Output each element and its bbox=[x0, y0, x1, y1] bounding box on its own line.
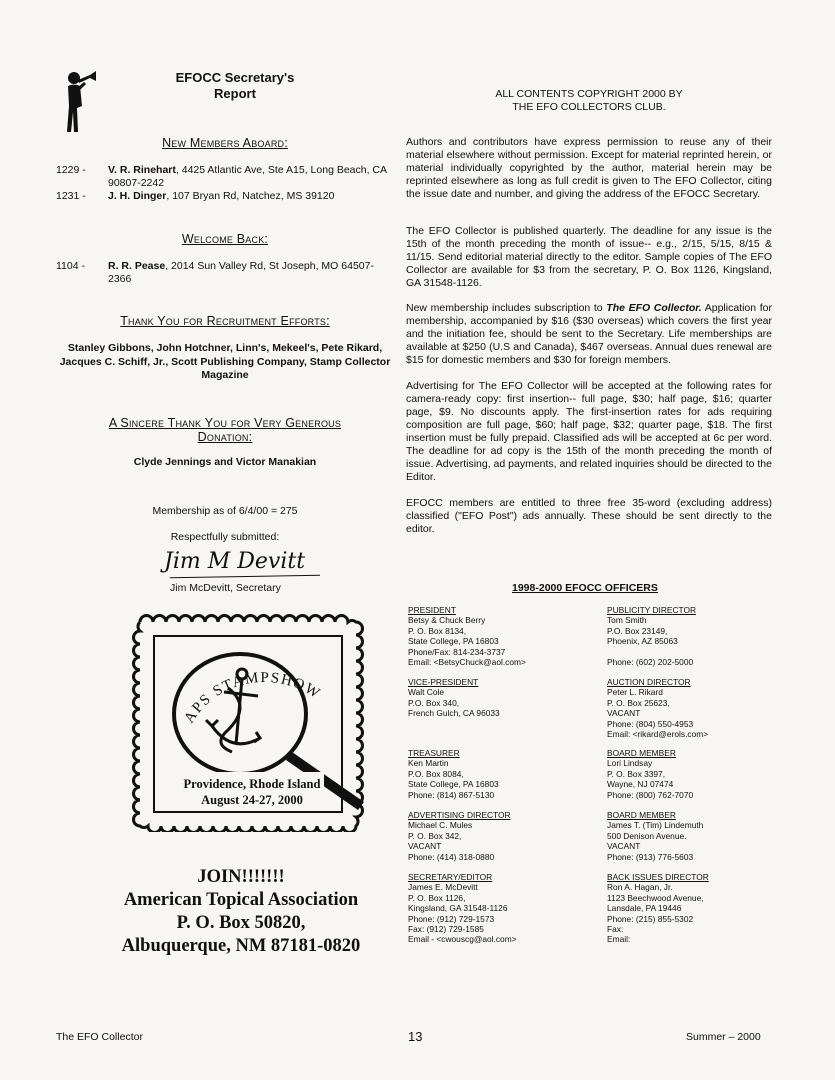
secretary-name: Jim McDevitt, Secretary bbox=[170, 582, 281, 594]
footer-page-number: 13 bbox=[408, 1029, 423, 1044]
officer-line: Kingsland, GA 31548-1126 bbox=[408, 903, 508, 914]
officer-line: Fax: bbox=[607, 924, 624, 935]
officer-line: VACANT bbox=[408, 841, 442, 852]
officer-line: P. O. Box 342, bbox=[408, 830, 462, 841]
member-address: , 2014 Sun Valley Rd, St Joseph, MO 64507-2366 bbox=[108, 260, 374, 285]
officer-line: P. O. Box 25623, bbox=[607, 697, 670, 708]
signature: Jim M Devitt bbox=[164, 549, 306, 574]
member-name: V. R. Rinehart bbox=[108, 164, 176, 176]
officer-role: VICE-PRESIDENT bbox=[408, 677, 479, 687]
title-line-2: Report bbox=[214, 86, 256, 101]
membership-text-title: The EFO Collector. bbox=[606, 302, 702, 314]
title-line-1: EFOCC Secretary's bbox=[175, 70, 295, 85]
officer-line: Tom Smith bbox=[607, 615, 647, 626]
member-entry bbox=[56, 260, 394, 286]
officer-block bbox=[607, 605, 787, 667]
officer-line: Phone: (804) 550-4953 bbox=[607, 718, 694, 729]
officer-line: Phone: (602) 202-5000 bbox=[607, 657, 694, 668]
officer-line: Fax: (912) 729-1585 bbox=[408, 924, 484, 935]
stampshow-arc-text: APS STAMPSHOW bbox=[181, 669, 324, 727]
officer-line: Email - <cwouscg@aol.com> bbox=[408, 934, 517, 945]
officer-line: 500 Denison Avenue. bbox=[607, 830, 687, 841]
officer-block bbox=[408, 605, 588, 667]
officer-line: P.O. Box 8084, bbox=[408, 768, 464, 779]
officer-line: Lansdale, PA 19446 bbox=[607, 903, 682, 914]
officer-line: 1123 Beechwood Avenue, bbox=[607, 892, 704, 903]
copyright-notice bbox=[406, 88, 772, 114]
secretary-report-title bbox=[150, 70, 320, 102]
officer-role: SECRETARY/EDITOR bbox=[408, 872, 493, 882]
recruitment-section bbox=[56, 314, 394, 383]
join-line: JOIN!!!!!!! bbox=[197, 867, 285, 887]
advertising-paragraph: Advertising for The EFO Collector will be accepted at the following rates for camera-ready copy: first insertion-- full page, $30; half page, $16; quarter page, $9. No discounts apply. The first-insertion rates for ads requiring composition are full page, $60; half page, $32; quarter page, $18. The first insertion must be fully prepaid. Classified ads will be accepted at 6c per word. The deadline for ad copy is the 15th of the month preceding the month of issue. Advertising, ad payments, and related inquiries should be directed to the Editor. bbox=[406, 380, 772, 483]
officer-line: P.O. Box 340, bbox=[408, 697, 460, 708]
officer-line: VACANT bbox=[607, 841, 641, 852]
member-name: R. R. Pease bbox=[108, 260, 166, 272]
officer-line: Lori Lindsay bbox=[607, 758, 653, 769]
officer-line: Walt Cole bbox=[408, 687, 444, 698]
member-entry bbox=[56, 164, 394, 190]
officer-line: Phone: (913) 776-5603 bbox=[607, 851, 694, 862]
stamp-location: Providence, Rhode Island bbox=[183, 777, 321, 791]
officer-line: James E. McDevitt bbox=[408, 882, 478, 893]
officer-role: BOARD MEMBER bbox=[607, 810, 676, 820]
membership-text-post: Application for membership, accompanied by $16 ($30 overseas) which covers the first year and the initiation fee, should be sent to the Secretary. Life memberships are available at $250 (U.S and Canada), $467 overseas. Annual dues renewal are $15 for domestic members and $30 for foreign members. bbox=[406, 302, 772, 366]
footer-issue: Summer – 2000 bbox=[686, 1031, 761, 1043]
officer-block bbox=[408, 677, 588, 719]
donation-names: Clyde Jennings and Victor Manakian bbox=[133, 456, 317, 468]
officer-block bbox=[607, 677, 787, 739]
officer-line: State College, PA 16803 bbox=[408, 779, 499, 790]
officer-line: Email: bbox=[607, 934, 631, 945]
footer-publication: The EFO Collector bbox=[56, 1031, 143, 1043]
member-number: 1104 - bbox=[56, 260, 85, 272]
member-number: 1231 - bbox=[56, 190, 86, 202]
ata-city: Albuquerque, NM 87181-0820 bbox=[121, 936, 361, 956]
officer-role: PUBLICITY DIRECTOR bbox=[607, 605, 697, 615]
officer-line: Peter L. Rikard bbox=[607, 687, 663, 698]
officer-line: Phone: (800) 762-7070 bbox=[607, 789, 694, 800]
officer-line: Phone: (814) 867-5130 bbox=[408, 789, 495, 800]
member-number: 1229 - bbox=[56, 164, 86, 176]
officer-block bbox=[607, 872, 787, 945]
aps-stampshow-stamp bbox=[132, 614, 372, 832]
officer-block bbox=[408, 810, 588, 862]
officer-role: AUCTION DIRECTOR bbox=[607, 677, 691, 687]
ata-box: P. O. Box 50820, bbox=[176, 913, 306, 933]
recruitment-names: Stanley Gibbons, John Hotchner, Linn's, Mekeel's, Pete Rikard, Jacques C. Schiff, Jr., Scott Publishing Company, Stamp Collector Magazine bbox=[59, 342, 391, 381]
officer-line: Email: <BetsyChuck@aol.com> bbox=[408, 657, 526, 668]
permission-paragraph: Authors and contributors have express permission to reuse any of their material elsewhere without permission. Except for material reprinted herein, or material individually copyrighted by the author, material herein may be reprinted elsewhere as long as full credit is given to The EFO Collector, citing the issue date and number, and giving the address of the EFOCC Secretary. bbox=[406, 136, 772, 200]
officer-line: Phone/Fax: 814-234-3737 bbox=[408, 646, 506, 657]
copyright-line-2: THE EFO COLLECTORS CLUB. bbox=[512, 101, 666, 113]
donation-heading-line-1: A Sincere Thank You for Very Generous bbox=[108, 416, 342, 430]
ata-join-block bbox=[96, 866, 386, 958]
officer-line: Betsy & Chuck Berry bbox=[408, 615, 486, 626]
membership-count: Membership as of 6/4/00 = 275 bbox=[152, 505, 298, 517]
membership-text-pre: New membership includes subscription to bbox=[406, 302, 607, 314]
new-members-section bbox=[56, 136, 394, 203]
right-column bbox=[406, 88, 772, 536]
officer-line: Email: <rikard@erols.com> bbox=[607, 729, 709, 740]
officer-role: PRESIDENT bbox=[408, 605, 456, 615]
new-members-heading: New Members Aboard: bbox=[162, 136, 288, 150]
officer-line: Phoenix, AZ 85063 bbox=[607, 636, 678, 647]
officer-block bbox=[607, 810, 787, 862]
officer-line: VACANT bbox=[607, 708, 641, 719]
recruitment-heading: Thank You for Recruitment Efforts: bbox=[120, 314, 330, 328]
officer-line: Ron A. Hagan, Jr. bbox=[607, 882, 673, 893]
member-name: J. H. Dinger bbox=[108, 190, 167, 202]
welcome-back-section bbox=[56, 232, 394, 286]
officer-line: Phone: (414) 318-0880 bbox=[408, 851, 495, 862]
officer-role: TREASURER bbox=[408, 748, 460, 758]
respectfully-submitted: Respectfully submitted: bbox=[170, 531, 280, 543]
stamp-dates: August 24-27, 2000 bbox=[201, 793, 303, 807]
officer-role: BACK ISSUES DIRECTOR bbox=[607, 872, 709, 882]
ata-name: American Topical Association bbox=[123, 890, 359, 910]
welcome-back-heading: Welcome Back: bbox=[181, 232, 269, 246]
officer-line: P. O. Box 1126, bbox=[408, 892, 466, 903]
officer-block bbox=[607, 748, 787, 800]
signature-underline bbox=[170, 575, 320, 579]
officer-role: BOARD MEMBER bbox=[607, 748, 676, 758]
officer-block bbox=[408, 748, 588, 800]
donation-heading-line-2: Donation: bbox=[197, 430, 253, 444]
trumpeter-logo-icon bbox=[60, 66, 98, 136]
officer-line: P. O. Box 3397, bbox=[607, 768, 666, 779]
classified-paragraph: EFOCC members are entitled to three free 35-word (excluding address) classified ("EFO Post") ads annually. These should be sent directly to the editor. bbox=[406, 497, 772, 535]
officer-line: P.O. Box 23149, bbox=[607, 625, 668, 636]
officer-block bbox=[408, 872, 588, 945]
publication-paragraph: The EFO Collector is published quarterly. The deadline for any issue is the 15th of the month preceding the month of issue-- e.g., 2/15, 5/15, 8/15 & 11/15. Send editorial material directly to the editor. Sample copies of The EFO Collector are available for $3 from the secretary, P. O. Box 1126, Kingsland, GA 31548-1126. bbox=[406, 225, 772, 289]
officer-line: Phone: (912) 729-1573 bbox=[408, 913, 495, 924]
officer-line: Ken Martin bbox=[408, 758, 449, 769]
officer-line: State College, PA 16803 bbox=[408, 636, 499, 647]
donation-section bbox=[56, 416, 394, 470]
officer-role: ADVERTISING DIRECTOR bbox=[408, 810, 511, 820]
officers-title: 1998-2000 EFOCC OFFICERS bbox=[512, 582, 658, 594]
member-entry bbox=[56, 190, 394, 203]
officer-line: Phone: (215) 855-5302 bbox=[607, 913, 694, 924]
member-address: , 4425 Atlantic Ave, Ste A15, Long Beach, CA 90807-2242 bbox=[108, 164, 387, 189]
officer-line: James T. (Tim) Lindemuth bbox=[607, 820, 704, 831]
copyright-line-1: ALL CONTENTS COPYRIGHT 2000 BY bbox=[495, 88, 683, 100]
officer-line: Michael C. Mules bbox=[408, 820, 473, 831]
officer-line: French Gulch, CA 96033 bbox=[408, 708, 500, 719]
officer-line: Wayne, NJ 07474 bbox=[607, 779, 674, 790]
officer-line: P. O. Box 8134, bbox=[408, 625, 467, 636]
membership-paragraph bbox=[406, 302, 772, 367]
member-address: , 107 Bryan Rd, Natchez, MS 39120 bbox=[166, 190, 335, 202]
